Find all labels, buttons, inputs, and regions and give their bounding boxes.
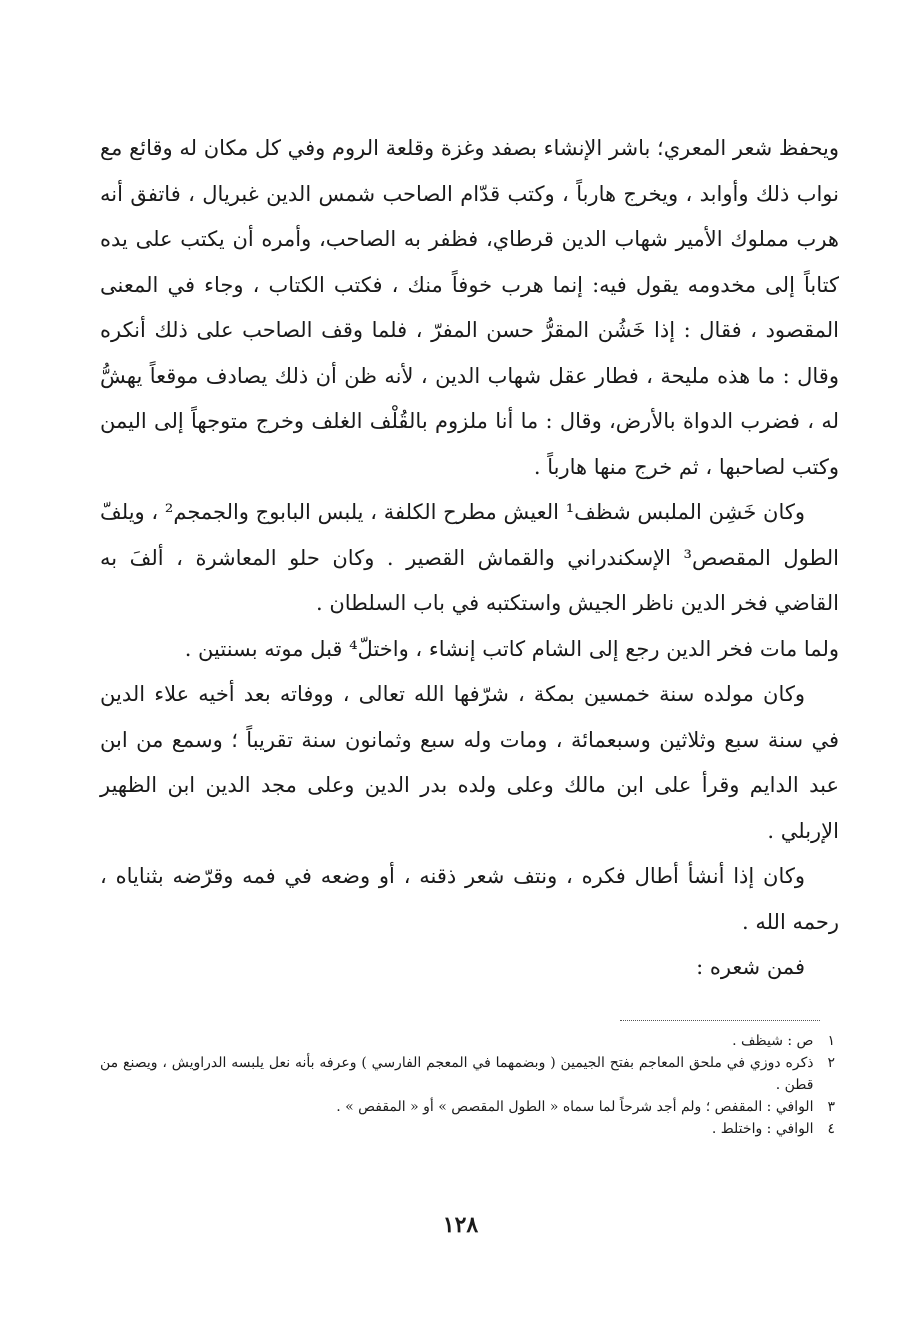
footnotes bbox=[100, 1030, 835, 1140]
footnote-4 bbox=[100, 1118, 835, 1140]
paragraph-4: وكان مولده سنة خمسين بمكة ، شرّفها الله تعالى ، ووفاته بعد أخيه علاء الدين في سنة سبع وثلاثين وسبعمائة ، ومات وله سبع وثمانون سنة تقريباً ؛ وسمع من ابن عبد الدايم وقرأ على ابن مالك وعلى ولده بدر الدين وعلى مجد الدين ابن الظهير الإربلي . bbox=[100, 682, 839, 843]
paragraph-2: وكان خَشِن الملبس شظف¹ العيش مطرح الكلفة ، يلبس البابوج والجمجم² ، ويلفّ الطول المقصص³ الإسكندراني والقماش القصير . وكان حلو المعاشرة ، ألفَ به القاضي فخر الدين ناظر الجيش واستكتبه في باب السلطان . bbox=[100, 500, 839, 615]
footnote-3 bbox=[100, 1096, 835, 1118]
footnote-text: ص : شيظف . bbox=[732, 1033, 814, 1049]
paragraph-5: وكان إذا أنشأ أطال فكره ، ونتف شعر ذقنه ، أو وضعه في فمه وقرّضه بثناياه ، رحمه الله . bbox=[100, 864, 839, 934]
footnote-text: ذكره دوزي في ملحق المعاجم بفتح الجيمين ( وبضمهما في المعجم الفارسي ) وعرفه بأنه نعل يلبسه الدراويش ، ويصنع من قطن . bbox=[100, 1055, 814, 1093]
footnote-number: ٣ bbox=[827, 1099, 835, 1115]
footnote-text: الوافي : المقفص ؛ ولم أجد شرحاً لما سماه « الطول المقصص » أو « المقفص » . bbox=[336, 1099, 814, 1115]
footnote-text: الوافي : واختلط . bbox=[711, 1121, 814, 1137]
footnote-number: ١ bbox=[827, 1033, 835, 1049]
paragraph-3: ولما مات فخر الدين رجع إلى الشام كاتب إنشاء ، واختلّ⁴ قبل موته بسنتين . bbox=[184, 636, 839, 661]
page-number: ١٢٨ bbox=[442, 1212, 479, 1238]
footnote-separator bbox=[620, 1020, 820, 1021]
body-text bbox=[100, 126, 839, 991]
footnote-2 bbox=[100, 1052, 835, 1096]
footnote-1 bbox=[100, 1030, 835, 1052]
paragraph-1: ويحفظ شعر المعري؛ باشر الإنشاء بصفد وغزة وقلعة الروم وفي كل مكان له وقائع مع نواب ذلك وأوابد ، ويخرج هارباً ، وكتب قدّام الصاحب شمس الدين غبريال ، فاتفق أنه هرب مملوك الأمير شهاب الدين قرطاي، فظفر به الصاحب، وأمره أن يكتب على يده كتاباً إلى مخدومه يقول فيه: إنما هرب خوفاً منك ، فكتب الكتاب ، وجاء في المعنى المقصود ، فقال : إذا خَشُن المقرُّ حسن المفرّ ، فلما وقف الصاحب على ذلك أنكره وقال : ما هذه مليحة ، فطار عقل شهاب الدين ، لأنه ظن أن ذلك يصادف موقعاً يهشُّ له ، فضرب الدواة بالأرض، وقال : ما أنا ملزوم بالقُلْف الغلف وخرج متوجهاً إلى اليمن وكتب لصاحبها ، ثم خرج منها هارباً . bbox=[100, 136, 839, 479]
paragraph-6: فمن شعره : bbox=[696, 955, 805, 979]
footnote-number: ٤ bbox=[827, 1121, 835, 1137]
footnote-number: ٢ bbox=[827, 1055, 835, 1071]
